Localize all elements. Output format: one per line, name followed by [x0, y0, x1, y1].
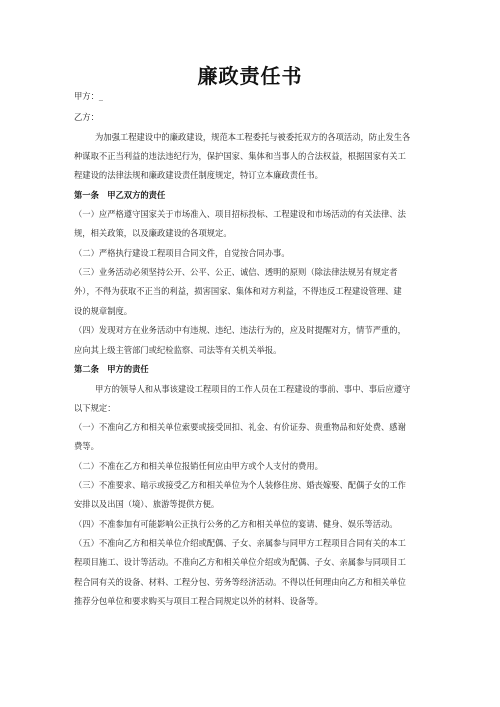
article-2-clause-5: （五）不准向乙方和相关单位介绍或配偶、子女、亲属参与同甲方工程项目合同有关的本工: [74, 538, 406, 548]
intro-line: 为加强工程建设中的廉政建设，规范本工程委托与被委托双方的各项活动，防止发生各: [95, 132, 411, 142]
article-2-clause-3: 安排以及出国（境）、旅游等提供方便。: [74, 499, 220, 509]
article-1-clause-2: （二）严格执行建设工程项目合同文件，自觉按合同办事。: [74, 248, 290, 258]
article-2-intro: 以下规定：: [74, 403, 116, 413]
article-2-clause-3: （三）不准要求、暗示或接受乙方和相关单位为个人装修住房、婚丧嫁娶、配偶子女的工作: [74, 480, 406, 490]
article-2-clause-1: 费等。: [74, 441, 99, 451]
article-2-clause-1: （一）不准向乙方和相关单位索要或接受回扣、礼金、有价证券、贵重物品和好处费、感谢: [74, 422, 406, 432]
party-a-line: 甲方：_: [74, 91, 104, 101]
article-2-clause-4: （四）不准参加有可能影响公正执行公务的乙方和相关单位的宴请、健身、娱乐等活动。: [74, 519, 398, 529]
article-2-heading: 第二条 甲方的责任: [74, 364, 149, 374]
article-2-clause-2: （二）不准在乙方和相关单位报销任何应由甲方或个人支付的费用。: [74, 461, 323, 471]
document-title: 廉政责任书: [197, 64, 303, 88]
article-2-intro: 甲方的领导人和从事该建设工程项目的工作人员在工程建设的事前、事中、事后应遵守: [95, 384, 411, 394]
intro-line: 种谋取不正当利益的违法违纪行为，保护国家、集体和当事人的合法权益，根据国家有关工: [74, 151, 406, 161]
article-2-clause-5: 程项目施工、设计等活动。不准向乙方和相关单位介绍或为配偶、子女、亲属参与同项目工: [74, 557, 406, 567]
article-1-clause-3: 设的规章制度。: [74, 306, 133, 316]
article-1-clause-3: （三）业务活动必须坚持公开、公平、公正、诚信、透明的原则（除法律法规另有规定者: [74, 267, 398, 277]
article-1-clause-1: 规，相关政策，以及廉政建设的各项规定。: [74, 228, 232, 238]
article-1-clause-3: 外），不得为获取不正当的利益，损害国家、集体和对方利益，不得违反工程建设管理、建: [74, 286, 402, 296]
article-1-clause-1: （一）应严格遵守国家关于市场准入、项目招标投标、工程建设和市场活动的有关法律、法: [74, 209, 406, 219]
article-1-clause-4: 应向其上级主管部门或纪检监察、司法等有关机关举报。: [74, 345, 282, 355]
article-1-clause-4: （四）发现对方在业务活动中有违规、违纪、违法行为的，应及时提醒对方，情节严重的，: [74, 325, 406, 335]
intro-line: 程建设的法律法规和廉政建设责任制度规定，特订立本廉政责任书。: [74, 170, 323, 180]
article-2-clause-5: 推荐分包单位和要求购买与项目工程合同规定以外的材料、设备等。: [74, 596, 323, 606]
party-b-line: 乙方：: [74, 112, 99, 122]
article-2-clause-5: 程合同有关的设备、材料、工程分包、劳务等经济活动。不得以任何理由向乙方和相关单位: [74, 577, 406, 587]
article-1-heading: 第一条 甲乙双方的责任: [74, 190, 166, 200]
